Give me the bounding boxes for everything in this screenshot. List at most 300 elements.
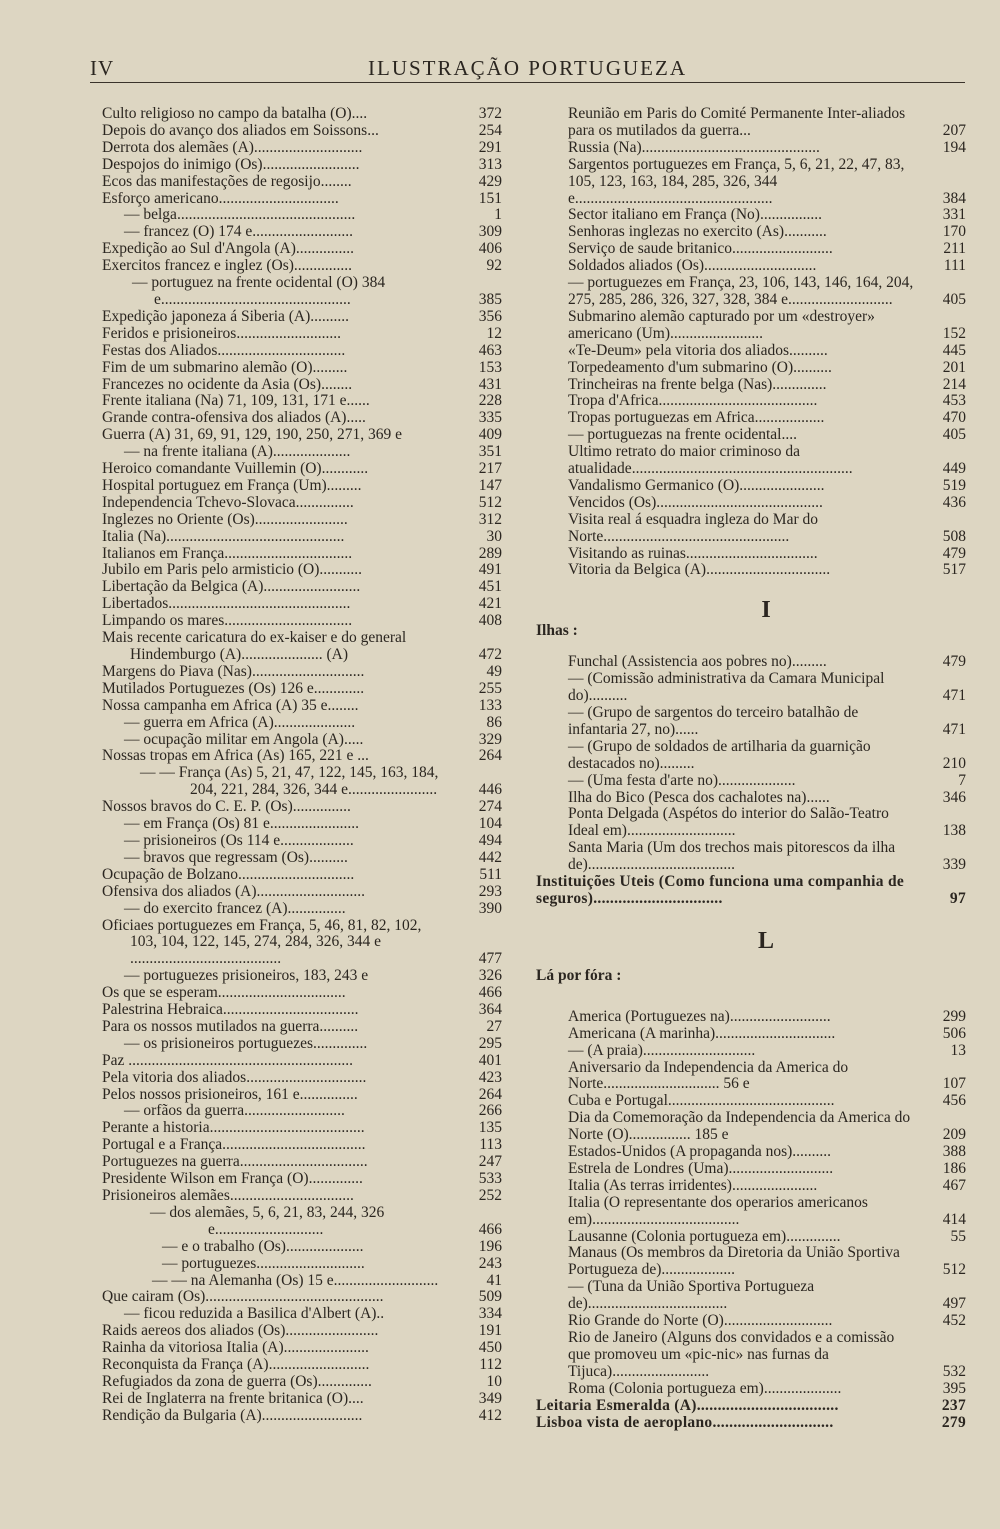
- index-entry: [536, 410, 966, 427]
- entry-page-number: 266: [478, 1102, 502, 1120]
- index-entry: [536, 1026, 966, 1043]
- index-entry: [102, 748, 502, 765]
- index-entry: [536, 790, 966, 807]
- index-entry: [102, 309, 502, 326]
- entry-page-number: 449: [942, 460, 966, 478]
- entry-title: Senhoras inglezas no exercito (As)...........: [568, 223, 827, 241]
- entry-title: Feridos e prisioneiros...........................: [102, 324, 341, 342]
- entry-title: Italia (O representante dos operarios americanos em)......................................: [568, 1193, 868, 1228]
- entry-title: Nossas tropas em Africa (As) 165, 221 e ...: [102, 747, 369, 765]
- entry-title: — (Comissão administrativa da Camara Municipal do)..........: [568, 670, 885, 705]
- entry-title: Derrota dos alemães (A)............................: [102, 138, 363, 156]
- index-entry: [102, 1036, 502, 1053]
- entry-page-number: 170: [942, 223, 966, 241]
- entry-page-number: 152: [942, 324, 966, 342]
- index-entry: [536, 546, 966, 563]
- entry-title: Italia (As terras irridentes)......................: [568, 1176, 818, 1194]
- entry-page-number: 217: [478, 460, 502, 478]
- entry-title: Frente italiana (Na) 71, 109, 131, 171 e......: [102, 392, 370, 410]
- index-entry: [102, 1137, 502, 1154]
- entry-title: Torpedeamento d'um submarino (O)..........: [568, 358, 832, 376]
- entry-title: Tropas portuguezas em Africa..................: [568, 409, 825, 427]
- publication-title: ILUSTRAÇÃO PORTUGUEZA: [368, 56, 687, 80]
- entry-page-number: 451: [478, 578, 502, 596]
- entry-title: Instituições Uteis (Como funciona uma companhia de seguros)...............................: [536, 873, 905, 907]
- entry-page-number: 334: [478, 1305, 502, 1323]
- entry-title: Lisboa vista de aeroplano.............................: [536, 1413, 834, 1431]
- entry-title: — portuguezes prisioneiros, 183, 243 e: [124, 967, 369, 985]
- entry-title: — (Grupo de soldados de artilharia da guarnição destacados no).........: [568, 737, 871, 772]
- index-entry: [102, 1408, 502, 1425]
- index-entry: [102, 360, 502, 377]
- entry-title: Portugal e a França.....................................: [102, 1136, 366, 1154]
- index-entry: [102, 1002, 502, 1019]
- entry-page-number: 107: [942, 1075, 966, 1093]
- entry-page-number: 453: [942, 392, 966, 410]
- section-i-entries: [536, 654, 966, 908]
- entry-page-number: 471: [942, 687, 966, 705]
- entry-title: Vandalismo Germanico (O)......................: [568, 476, 825, 494]
- entry-page-number: 186: [942, 1159, 966, 1177]
- index-entry: [102, 833, 502, 850]
- entry-page-number: 405: [942, 290, 966, 308]
- entry-page-number: 112: [479, 1356, 502, 1374]
- entry-page-number: 467: [942, 1176, 966, 1194]
- entry-page-number: 477: [478, 950, 502, 968]
- entry-page-number: 456: [942, 1092, 966, 1110]
- entry-page-number: 113: [479, 1136, 502, 1154]
- index-entry: [102, 444, 502, 461]
- index-entry: [536, 478, 966, 495]
- index-entry: [536, 140, 966, 157]
- index-entry: [536, 705, 966, 739]
- index-entry: [102, 512, 502, 529]
- index-entry: [102, 529, 502, 546]
- entry-title: Que cairam (Os)..............................................: [102, 1288, 384, 1306]
- index-entry: [536, 393, 966, 410]
- entry-title: Visitando as ruinas..................................: [568, 544, 818, 562]
- entry-page-number: 207: [942, 121, 966, 139]
- entry-page-number: 211: [943, 240, 966, 258]
- entry-page-number: 479: [942, 653, 966, 671]
- index-entry: [102, 1273, 502, 1290]
- index-entry: [536, 1093, 966, 1110]
- index-entry: [102, 1205, 502, 1239]
- entry-page-number: 349: [478, 1389, 502, 1407]
- index-entry: [102, 326, 502, 343]
- index-entry: [102, 867, 502, 884]
- index-entry: [102, 1171, 502, 1188]
- entry-title: — os prisioneiros portuguezes..............: [124, 1034, 368, 1052]
- entry-title: Rio Grande do Norte (O)............................: [568, 1312, 833, 1330]
- index-column-right: [536, 106, 966, 1431]
- index-entry: [102, 664, 502, 681]
- index-entry: [536, 1245, 966, 1279]
- entry-title: Lausanne (Colonia portugueza em)..............: [568, 1227, 841, 1245]
- entry-page-number: 384: [942, 189, 966, 207]
- entry-page-number: 104: [478, 815, 502, 833]
- entry-title: Raids aereos dos aliados (Os)........................: [102, 1322, 379, 1340]
- entry-title: Mais recente caricatura do ex-kaiser e do general Hindemburgo (A)..................... (A): [102, 629, 407, 663]
- entry-page-number: 194: [942, 138, 966, 156]
- index-entry: [102, 816, 502, 833]
- section-label-ilhas: Ilhas :: [536, 622, 578, 640]
- index-entry: [536, 1161, 966, 1178]
- index-entry: [536, 874, 966, 908]
- entry-page-number: 313: [478, 155, 502, 173]
- index-entry: [536, 360, 966, 377]
- entry-title: Roma (Colonia portugueza em)....................: [568, 1379, 842, 1397]
- entry-title: — ficou reduzida a Basilica d'Albert (A)..: [124, 1305, 385, 1323]
- entry-title: Ofensiva dos aliados (A)............................: [102, 882, 366, 900]
- entry-page-number: 97: [949, 889, 966, 907]
- entry-page-number: 191: [478, 1322, 502, 1340]
- index-entry: [102, 1323, 502, 1340]
- entry-page-number: 390: [478, 899, 502, 917]
- entry-page-number: 395: [942, 1379, 966, 1397]
- entry-page-number: 264: [478, 747, 502, 765]
- index-entry: [102, 765, 502, 799]
- entry-page-number: 153: [478, 358, 502, 376]
- entry-page-number: 243: [478, 1254, 502, 1272]
- index-entry: [536, 377, 966, 394]
- index-entry: [102, 241, 502, 258]
- entry-title: Soldados aliados (Os).............................: [568, 257, 817, 275]
- index-entry: [102, 1188, 502, 1205]
- entry-title: Expedição japoneza á Siberia (A)..........: [102, 307, 350, 325]
- entry-page-number: 356: [478, 307, 502, 325]
- entry-title: — do exercito francez (A)...............: [124, 899, 346, 917]
- page-number: IV: [90, 56, 115, 80]
- entry-page-number: 209: [942, 1126, 966, 1144]
- entry-title: Sector italiano em França (No)................: [568, 206, 822, 224]
- entry-page-number: 466: [478, 1220, 502, 1238]
- entry-title: Festas dos Aliados.................................: [102, 341, 346, 359]
- entry-page-number: 147: [478, 476, 502, 494]
- index-entry: [102, 106, 502, 123]
- entry-title: Ecos das manifestações de regosijo........: [102, 172, 352, 190]
- entry-title: Italianos em França.................................: [102, 544, 353, 562]
- entry-title: — bravos que regressam (Os)..........: [124, 848, 348, 866]
- entry-page-number: 214: [942, 375, 966, 393]
- index-entry: [102, 207, 502, 224]
- index-entry: [102, 393, 502, 410]
- entry-page-number: 41: [486, 1271, 502, 1289]
- entry-page-number: 511: [479, 865, 502, 883]
- entry-page-number: 471: [942, 720, 966, 738]
- entry-title: — (Tuna da União Sportiva Portugueza de)....................................: [568, 1278, 815, 1313]
- entry-page-number: 210: [942, 754, 966, 772]
- entry-page-number: 463: [478, 341, 502, 359]
- index-entry: [536, 106, 966, 140]
- entry-page-number: 423: [478, 1068, 502, 1086]
- index-entry: [102, 698, 502, 715]
- entry-title: Cuba e Portugal...........................................: [568, 1092, 835, 1110]
- entry-page-number: 431: [478, 375, 502, 393]
- entry-title: Ilha do Bico (Pesca dos cachalotes na)......: [568, 788, 830, 806]
- entry-title: Inglezes no Oriente (Os)........................: [102, 510, 348, 528]
- index-entry: [102, 562, 502, 579]
- entry-title: Grande contra-ofensiva dos aliados (A).....: [102, 409, 366, 427]
- entry-page-number: 326: [478, 967, 502, 985]
- index-entry: [536, 241, 966, 258]
- index-entry: [102, 1289, 502, 1306]
- entry-page-number: 133: [478, 696, 502, 714]
- entry-title: Ultimo retrato do maior criminoso da atualidade.........................................................: [568, 443, 853, 478]
- entry-page-number: 279: [941, 1413, 966, 1431]
- entry-page-number: 201: [942, 358, 966, 376]
- index-entry: [102, 377, 502, 394]
- entry-page-number: 254: [478, 121, 502, 139]
- entry-page-number: 293: [478, 882, 502, 900]
- entry-page-number: 264: [478, 1085, 502, 1103]
- index-entry: [102, 681, 502, 698]
- entry-page-number: 12: [486, 324, 502, 342]
- entry-page-number: 508: [942, 527, 966, 545]
- entry-page-number: 247: [478, 1153, 502, 1171]
- entry-page-number: 364: [478, 1001, 502, 1019]
- index-entry: [102, 850, 502, 867]
- entry-page-number: 228: [478, 392, 502, 410]
- entry-page-number: 335: [478, 409, 502, 427]
- entry-title: Palestrina Hebraica...................................: [102, 1001, 359, 1019]
- entry-title: — belga..............................................: [124, 206, 356, 224]
- entry-title: Depois do avanço dos aliados em Soissons...: [102, 121, 379, 139]
- index-entry: [102, 1340, 502, 1357]
- entry-title: Ocupação de Bolzano..............................: [102, 865, 355, 883]
- entry-page-number: 289: [478, 544, 502, 562]
- entry-page-number: 497: [942, 1295, 966, 1313]
- entry-page-number: 329: [478, 730, 502, 748]
- entry-page-number: 446: [478, 781, 502, 799]
- entry-title: — (Grupo de sargentos do terceiro batalhão de infantaria 27, no)......: [568, 704, 859, 738]
- entry-title: Jubilo em Paris pelo armisticio (O)...........: [102, 561, 363, 579]
- index-entry: [536, 224, 966, 241]
- entry-page-number: 309: [478, 223, 502, 241]
- entry-title: Rendição da Bulgaria (A)..........................: [102, 1406, 363, 1424]
- entry-page-number: 512: [942, 1261, 966, 1279]
- entry-page-number: 452: [942, 1312, 966, 1330]
- entry-page-number: 445: [942, 341, 966, 359]
- entry-title: Nossos bravos do C. E. P. (Os)...............: [102, 798, 351, 816]
- entry-title: Francezes no ocidente da Asia (Os)........: [102, 375, 353, 393]
- index-entry: [536, 258, 966, 275]
- entry-title: Rainha da vitoriosa Italia (A)......................: [102, 1339, 369, 1357]
- index-entry: [536, 1195, 966, 1229]
- index-entry: [102, 140, 502, 157]
- entry-page-number: 196: [478, 1237, 502, 1255]
- section-letter-l: L: [757, 927, 774, 954]
- entry-title: — na frente italiana (A)....................: [124, 443, 351, 461]
- entry-title: Leitaria Esmeralda (A)..................................: [536, 1396, 839, 1414]
- entry-page-number: 472: [478, 646, 502, 663]
- index-entry: [536, 444, 966, 478]
- index-entry: [102, 732, 502, 749]
- entry-title: — orfãos da guerra..........................: [124, 1102, 345, 1120]
- section-letter-i: I: [761, 597, 771, 624]
- entry-title: Aniversario da Independencia da America do Norte.............................. 56 e: [568, 1058, 849, 1093]
- entry-page-number: 30: [486, 527, 502, 545]
- entry-page-number: 519: [942, 476, 966, 494]
- entry-title: Sargentos portuguezes em França, 5, 6, 21, 22, 47, 83, 105, 123, 163, 184, 285, 326, 344 e...................................................: [568, 155, 905, 207]
- index-entry: [536, 840, 966, 874]
- entry-title: Nossa campanha em Africa (A) 35 e........: [102, 696, 359, 714]
- entry-title: Dia da Comemoração da Independencia da America do Norte (O)................ 185 e: [568, 1109, 911, 1144]
- entry-title: Mutilados Portuguezes (Os) 126 e.............: [102, 679, 365, 697]
- entry-title: Limpando os mares.................................: [102, 612, 353, 630]
- index-entry: [102, 630, 502, 664]
- index-entry: [102, 275, 502, 309]
- entry-page-number: 274: [478, 798, 502, 816]
- index-entry: [536, 654, 966, 671]
- entry-title: — dos alemães, 5, 6, 21, 83, 244, 326 e............................: [150, 1203, 385, 1238]
- index-entry: [536, 1330, 966, 1381]
- index-entry: [102, 968, 502, 985]
- entry-title: Pela vitoria dos aliados...............................: [102, 1068, 367, 1086]
- entry-title: Trincheiras na frente belga (Nas)..............: [568, 375, 827, 393]
- entry-page-number: 291: [478, 138, 502, 156]
- index-entry: [536, 671, 966, 705]
- entry-title: America (Portuguezes na)..........................: [568, 1007, 831, 1025]
- index-entry: [102, 1306, 502, 1323]
- entry-title: Pelos nossos prisioneiros, 161 e...............: [102, 1085, 358, 1103]
- entry-title: — (Uma festa d'arte no)....................: [568, 771, 796, 789]
- entry-page-number: 138: [942, 822, 966, 840]
- entry-page-number: 479: [942, 544, 966, 562]
- entry-page-number: 13: [950, 1041, 966, 1059]
- entry-page-number: 405: [942, 426, 966, 444]
- entry-page-number: 111: [943, 257, 966, 275]
- entry-title: Tropa d'Africa.........................................: [568, 392, 818, 410]
- index-entry: [102, 495, 502, 512]
- entry-page-number: 470: [942, 409, 966, 427]
- entry-title: Libertação da Belgica (A).........................: [102, 578, 361, 596]
- index-entry: [102, 343, 502, 360]
- entry-page-number: 372: [478, 105, 502, 122]
- entry-page-number: 401: [478, 1051, 502, 1069]
- index-column-left: [102, 106, 502, 1425]
- index-entry: [536, 495, 966, 512]
- entry-page-number: 86: [486, 713, 502, 731]
- index-entry: [102, 258, 502, 275]
- entry-title: Expedição ao Sul d'Angola (A)...............: [102, 240, 355, 258]
- section-l-entries: [536, 1009, 966, 1432]
- entry-title: Visita real á esquadra ingleza do Mar do Norte................................................: [568, 510, 818, 545]
- index-entry: [102, 1087, 502, 1104]
- entry-title: Reconquista da França (A)..........................: [102, 1356, 370, 1374]
- entry-title: Rio de Janeiro (Alguns dos convidados e a comissão que promoveu um «pic-nic» nas furnas da Tijuca).........................: [568, 1329, 895, 1380]
- entry-page-number: 331: [942, 206, 966, 224]
- entry-title: Margens do Piava (Nas).............................: [102, 662, 365, 680]
- entry-page-number: 339: [942, 856, 966, 874]
- entry-title: Santa Maria (Um dos trechos mais pitorescos da ilha de)......................................: [568, 839, 896, 874]
- entry-title: Os que se esperam.................................: [102, 984, 346, 1002]
- index-entry: [102, 596, 502, 613]
- entry-title: Refugiados da zona de guerra (Os)..............: [102, 1372, 372, 1390]
- index-entry: [102, 715, 502, 732]
- index-entry: [536, 275, 966, 309]
- entry-title: — portuguezes............................: [162, 1254, 365, 1272]
- entry-title: Oficiaes portuguezes em França, 5, 46, 81, 82, 102, 103, 104, 122, 145, 274, 284, 326, 344 e .......................................: [102, 916, 422, 968]
- entry-title: Russia (Na)..............................................: [568, 138, 820, 156]
- entry-title: Funchal (Assistencia aos pobres no).........: [568, 653, 827, 671]
- entry-title: Submarino alemão capturado por um «destroyer» americano (Um)........................: [568, 307, 875, 342]
- index-entry: [536, 1279, 966, 1313]
- entry-title: Esforço americano...............................: [102, 189, 339, 207]
- entry-title: Rei de Inglaterra na frente britanica (O)....: [102, 1389, 364, 1407]
- entry-page-number: 494: [478, 831, 502, 849]
- entry-title: Para os nossos mutilados na guerra..........: [102, 1017, 359, 1035]
- index-entry: [102, 799, 502, 816]
- entry-page-number: 436: [942, 493, 966, 511]
- right-entries: [536, 106, 966, 579]
- entry-title: — ocupação militar em Angola (A).....: [124, 730, 364, 748]
- entry-title: — prisioneiros (Os 114 e...................: [124, 831, 354, 849]
- entry-page-number: 312: [478, 510, 502, 528]
- entry-page-number: 506: [942, 1024, 966, 1042]
- entry-page-number: 135: [478, 1119, 502, 1137]
- index-entry: [102, 1374, 502, 1391]
- index-entry: [536, 806, 966, 840]
- entry-title: — portuguezas na frente ocidental....: [568, 426, 797, 444]
- entry-title: — portuguez na frente ocidental (O) 384 e.................................................: [132, 274, 386, 308]
- entry-page-number: 408: [478, 612, 502, 630]
- entry-page-number: 49: [486, 662, 502, 680]
- section-label-la-por-fora: Lá por fóra :: [536, 966, 622, 984]
- entry-page-number: 533: [478, 1170, 502, 1188]
- entry-title: Italia (Na)..............................................: [102, 527, 345, 545]
- entry-title: Americana (A marinha)...............................: [568, 1024, 836, 1042]
- index-entry: [102, 427, 502, 444]
- index-entry: [536, 1060, 966, 1094]
- entry-title: Libertados...............................................: [102, 595, 351, 613]
- index-entry: [102, 478, 502, 495]
- entry-page-number: 409: [478, 426, 502, 444]
- entry-page-number: 92: [486, 257, 502, 275]
- entry-title: Culto religioso no campo da batalha (O)....: [102, 105, 368, 122]
- entry-title: Ponta Delgada (Aspétos do interior do Salão-Teatro Ideal em)............................: [568, 805, 889, 840]
- entry-page-number: 237: [941, 1396, 966, 1414]
- index-entry: [102, 191, 502, 208]
- index-entry: [536, 427, 966, 444]
- index-entry: [102, 613, 502, 630]
- entry-title: — francez (O) 174 e..........................: [124, 223, 353, 241]
- entry-page-number: 151: [478, 189, 502, 207]
- entry-page-number: 442: [478, 848, 502, 866]
- entry-title: — guerra em Africa (A).....................: [124, 713, 356, 731]
- entry-title: — (A praia).............................: [568, 1041, 756, 1059]
- entry-page-number: 385: [478, 290, 502, 308]
- index-entry: [102, 1239, 502, 1256]
- entry-title: Heroico comandante Vuillemin (O)............: [102, 460, 369, 478]
- entry-page-number: 429: [478, 172, 502, 190]
- entry-page-number: 299: [942, 1007, 966, 1025]
- entry-title: Paz ..........................................................: [102, 1051, 354, 1069]
- entry-page-number: 252: [478, 1187, 502, 1204]
- entry-page-number: 1: [494, 206, 502, 224]
- entry-title: Hospital portuguez em França (Um).........: [102, 476, 362, 494]
- index-entry: [536, 207, 966, 224]
- index-entry: [102, 546, 502, 563]
- entry-title: Portuguezes na guerra.................................: [102, 1153, 368, 1171]
- entry-title: — em França (Os) 81 e.......................: [124, 815, 360, 833]
- entry-page-number: 421: [478, 595, 502, 613]
- entry-page-number: 509: [478, 1288, 502, 1306]
- index-entry: [102, 1391, 502, 1408]
- entry-page-number: 10: [486, 1372, 502, 1390]
- index-entry: [536, 1381, 966, 1398]
- entry-title: — — na Alemanha (Os) 15 e...........................: [152, 1271, 439, 1289]
